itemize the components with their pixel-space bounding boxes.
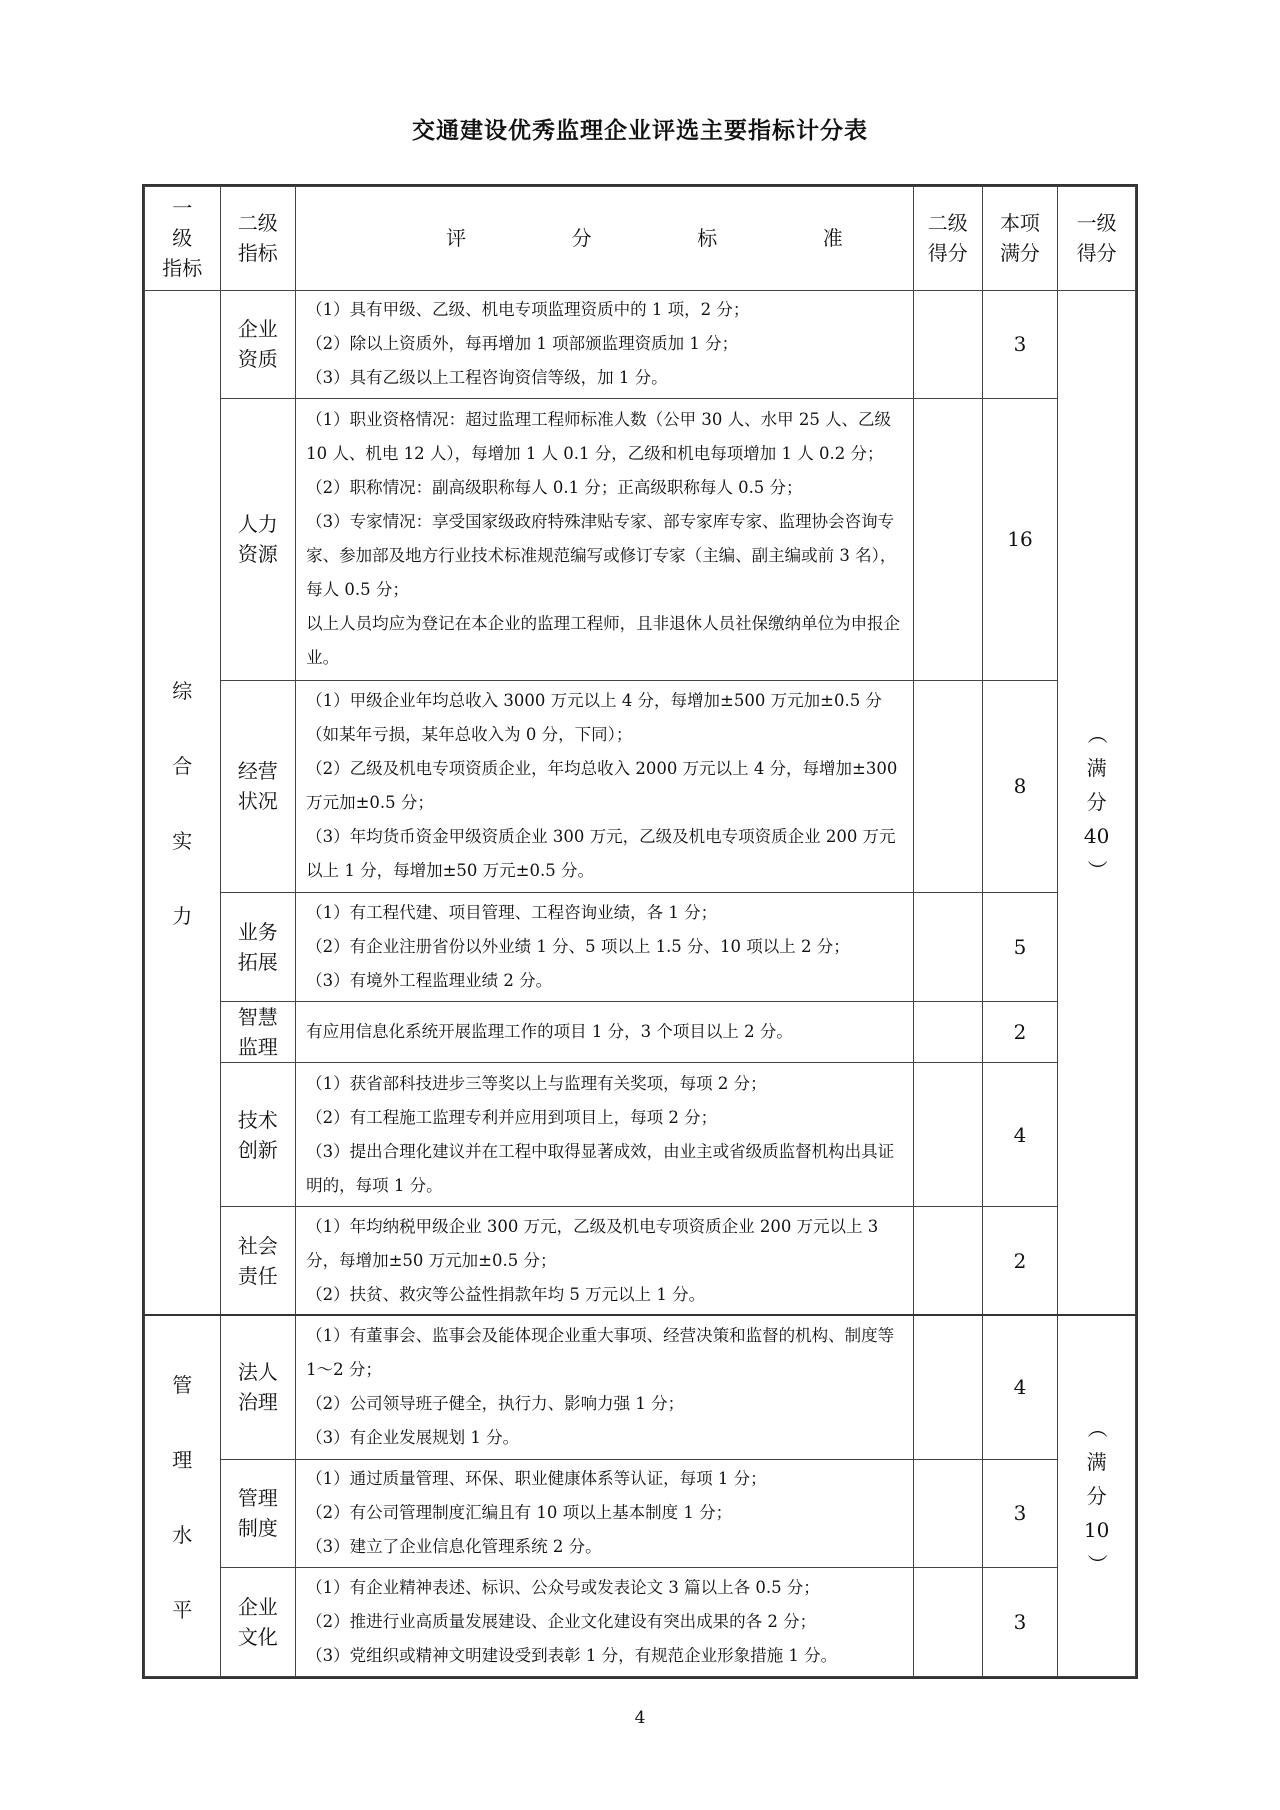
item-max-score: 4 bbox=[982, 1063, 1058, 1206]
scoring-criteria bbox=[296, 1001, 914, 1063]
item-max-score: 2 bbox=[982, 1001, 1058, 1063]
level2-score-cell[interactable] bbox=[913, 1459, 982, 1568]
item-max-score: 8 bbox=[982, 680, 1058, 892]
header-level2-score: 二级 得分 bbox=[913, 187, 982, 291]
table-row bbox=[145, 399, 1136, 680]
scoring-criteria bbox=[296, 1568, 914, 1677]
level2-score-cell[interactable] bbox=[913, 680, 982, 892]
level1-full-score-note: （ 满 分 40 ） bbox=[1083, 724, 1110, 881]
item-max-score: 3 bbox=[982, 1568, 1058, 1677]
page-number: 4 bbox=[634, 1708, 646, 1728]
level2-score-cell[interactable] bbox=[913, 399, 982, 680]
item-max-score: 2 bbox=[982, 1206, 1058, 1315]
criteria-line: （2）除以上资质外，每再增加 1 项部颁监理资质加 1 分； bbox=[306, 334, 739, 354]
criteria-line: （3）建立了企业信息化管理系统 2 分。 bbox=[306, 1537, 602, 1557]
level2-indicator: 管理 制度 bbox=[220, 1459, 296, 1568]
criteria-line: （1）获省部科技进步三等奖以上与监理有关奖项，每项 2 分； bbox=[306, 1073, 767, 1093]
level1-indicator: 综 合 实 力 bbox=[145, 290, 221, 1315]
criteria-line: （1）有工程代建、项目管理、工程咨询业绩，各 1 分； bbox=[306, 902, 718, 922]
level2-indicator: 企业 文化 bbox=[220, 1568, 296, 1677]
level2-indicator: 经营 状况 bbox=[220, 680, 296, 892]
criteria-line: （1）通过质量管理、环保、职业健康体系等认证，每项 1 分； bbox=[306, 1469, 767, 1489]
header-level1-score: 一级 得分 bbox=[1058, 187, 1136, 291]
criteria-line: （3）专家情况：享受国家级政府特殊津贴专家、部专家库专家、监理协会咨询专家、参加部及地方行业技术标准规范编写或修订专家（主编、副主编或前 3 名），每人 0.5 分； bbox=[306, 512, 897, 600]
score-table-grid bbox=[144, 186, 1136, 1677]
level2-score-cell[interactable] bbox=[913, 1315, 982, 1459]
table-row bbox=[145, 1568, 1136, 1677]
table-row bbox=[145, 1063, 1136, 1206]
criteria-line: （3）有境外工程监理业绩 2 分。 bbox=[306, 970, 553, 990]
level1-indicator: 管 理 水 平 bbox=[145, 1315, 221, 1676]
criteria-line: 有应用信息化系统开展监理工作的项目 1 分，3 个项目以上 2 分。 bbox=[306, 1022, 793, 1041]
item-max-score: 16 bbox=[982, 399, 1058, 680]
table-row bbox=[145, 1206, 1136, 1315]
criteria-line: （1）具有甲级、乙级、机电专项监理资质中的 1 项，2 分； bbox=[306, 300, 750, 320]
criteria-line: （3）提出合理化建议并在工程中取得显著成效，由业主或省级质监督机构出具证明的，每项 1 分。 bbox=[306, 1141, 895, 1195]
scoring-criteria bbox=[296, 680, 914, 892]
criteria-line: （2）扶贫、救灾等公益性捐款年均 5 万元以上 1 分。 bbox=[306, 1284, 706, 1304]
table-header-row bbox=[145, 187, 1136, 291]
criteria-line: （3）有企业发展规划 1 分。 bbox=[306, 1428, 520, 1448]
item-max-score: 4 bbox=[982, 1315, 1058, 1459]
criteria-line: （1）职业资格情况：超过监理工程师标准人数（公甲 30 人、水甲 25 人、乙级 10 人、机电 12 人），每增加 1 人 0.1 分，乙级和机电每项增加 1 人 0.2 分； bbox=[306, 410, 892, 464]
criteria-line: （3）具有乙级以上工程咨询资信等级，加 1 分。 bbox=[306, 368, 668, 388]
table-row bbox=[145, 1315, 1136, 1459]
header-level2: 二级 指标 bbox=[220, 187, 296, 291]
criteria-line: （2）有公司管理制度汇编且有 10 项以上基本制度 1 分； bbox=[306, 1503, 733, 1523]
criteria-line: （2）有企业注册省份以外业绩 1 分、5 项以上 1.5 分、10 项以上 2 分； bbox=[306, 936, 850, 956]
table-row bbox=[145, 1459, 1136, 1568]
level1-full-score-note: （ 满 分 10 ） bbox=[1083, 1418, 1110, 1575]
criteria-line: 以上人员均应为登记在本企业的监理工程师，且非退休人员社保缴纳单位为申报企业。 bbox=[306, 614, 901, 668]
table-row bbox=[145, 290, 1136, 399]
scoring-criteria bbox=[296, 1459, 914, 1568]
level2-indicator: 技术 创新 bbox=[220, 1063, 296, 1206]
level2-score-cell[interactable] bbox=[913, 1001, 982, 1063]
header-item-max: 本项 满分 bbox=[982, 187, 1058, 291]
level1-score-cell[interactable] bbox=[1058, 290, 1136, 1315]
level2-indicator: 人力 资源 bbox=[220, 399, 296, 680]
page-title: 交通建设优秀监理企业评选主要指标计分表 bbox=[412, 118, 868, 144]
level2-score-cell[interactable] bbox=[913, 290, 982, 399]
table-row bbox=[145, 680, 1136, 892]
criteria-line: （1）甲级企业年均总收入 3000 万元以上 4 分，每增加±500 万元加±0.5 分（如某年亏损，某年总收入为 0 分，下同）； bbox=[306, 691, 882, 745]
scoring-criteria bbox=[296, 892, 914, 1001]
scoring-criteria bbox=[296, 399, 914, 680]
level2-indicator: 社会 责任 bbox=[220, 1206, 296, 1315]
criteria-line: （1）年均纳税甲级企业 300 万元，乙级及机电专项资质企业 200 万元以上 3 分，每增加±50 万元加±0.5 分； bbox=[306, 1216, 879, 1270]
scoring-criteria bbox=[296, 1063, 914, 1206]
level2-indicator: 业务 拓展 bbox=[220, 892, 296, 1001]
table-row bbox=[145, 892, 1136, 1001]
level2-indicator: 企业 资质 bbox=[220, 290, 296, 399]
level2-score-cell[interactable] bbox=[913, 1063, 982, 1206]
level2-score-cell[interactable] bbox=[913, 1206, 982, 1315]
criteria-line: （3）党组织或精神文明建设受到表彰 1 分，有规范企业形象措施 1 分。 bbox=[306, 1646, 838, 1666]
scoring-criteria bbox=[296, 1315, 914, 1459]
item-max-score: 5 bbox=[982, 892, 1058, 1001]
item-max-score: 3 bbox=[982, 1459, 1058, 1568]
criteria-line: （1）有企业精神表述、标识、公众号或发表论文 3 篇以上各 0.5 分； bbox=[306, 1578, 820, 1598]
criteria-line: （3）年均货币资金甲级资质企业 300 万元，乙级及机电专项资质企业 200 万元以上 1 分，每增加±50 万元±0.5 分。 bbox=[306, 827, 896, 881]
criteria-line: （2）有工程施工监理专利并应用到项目上，每项 2 分； bbox=[306, 1107, 718, 1127]
level2-score-cell[interactable] bbox=[913, 1568, 982, 1677]
criteria-line: （2）推进行业高质量发展建设、企业文化建设有突出成果的各 2 分； bbox=[306, 1612, 817, 1632]
scoring-criteria bbox=[296, 1206, 914, 1315]
criteria-line: （2）职称情况：副高级职称每人 0.1 分；正高级职称每人 0.5 分； bbox=[306, 478, 803, 498]
level1-score-cell[interactable] bbox=[1058, 1315, 1136, 1676]
scoring-criteria bbox=[296, 290, 914, 399]
level2-indicator: 智慧 监理 bbox=[220, 1001, 296, 1063]
level2-score-cell[interactable] bbox=[913, 892, 982, 1001]
criteria-line: （2）乙级及机电专项资质企业，年均总收入 2000 万元以上 4 分，每增加±300 万元加±0.5 分； bbox=[306, 759, 898, 813]
table-row bbox=[145, 1001, 1136, 1063]
criteria-line: （2）公司领导班子健全，执行力、影响力强 1 分； bbox=[306, 1394, 685, 1414]
header-level1: 一 级 指标 bbox=[145, 187, 221, 291]
header-standard: 评 分 标 准 bbox=[296, 187, 914, 291]
criteria-line: （1）有董事会、监事会及能体现企业重大事项、经营决策和监督的机构、制度等 1～2 分； bbox=[306, 1326, 895, 1380]
item-max-score: 3 bbox=[982, 290, 1058, 399]
score-table bbox=[142, 184, 1138, 1679]
level2-indicator: 法人 治理 bbox=[220, 1315, 296, 1459]
